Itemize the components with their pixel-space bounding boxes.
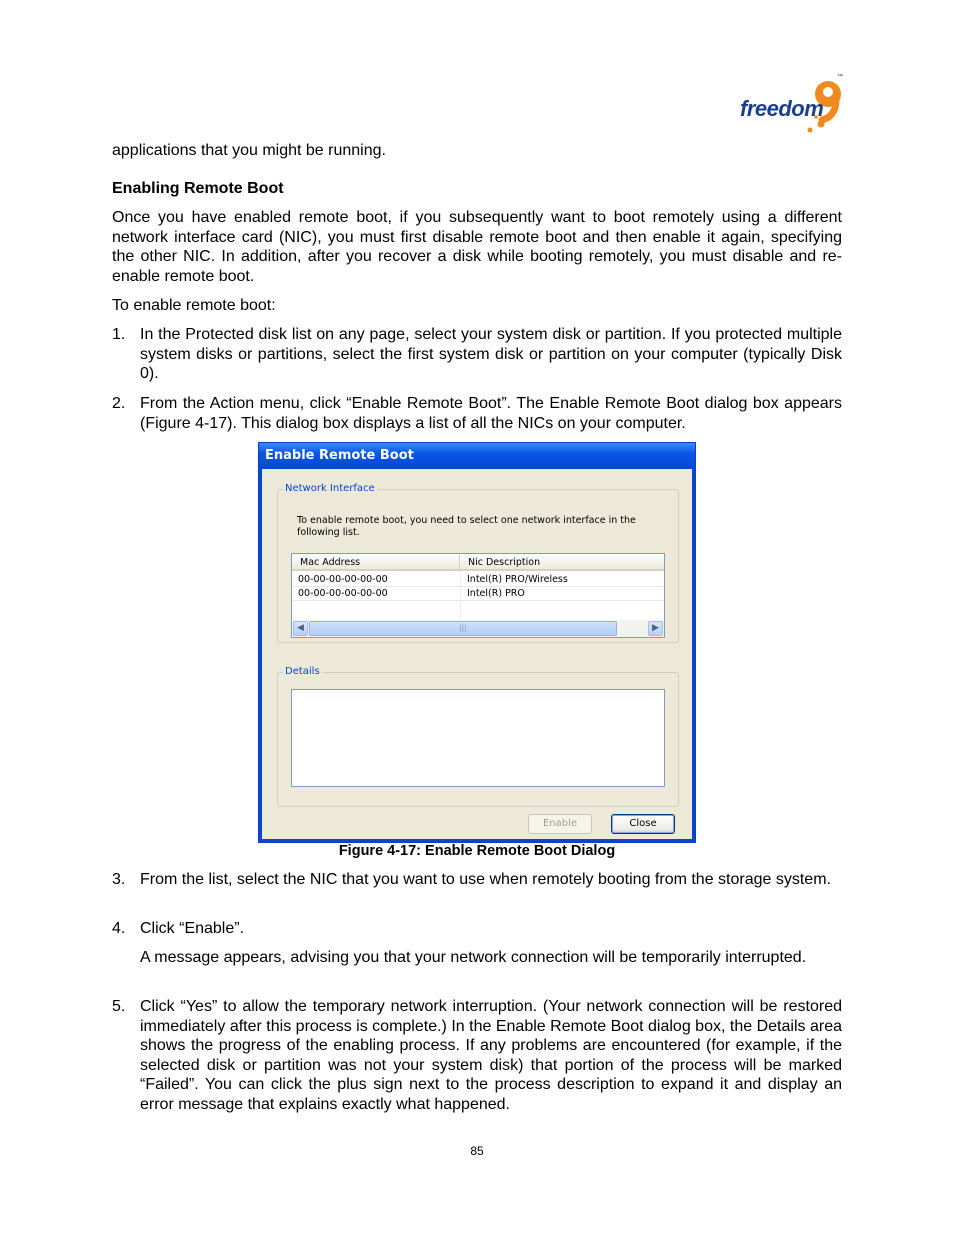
section-lead: To enable remote boot: <box>112 297 276 314</box>
figure-caption: Figure 4-17: Enable Remote Boot Dialog <box>338 843 616 859</box>
step-2-text: From the Action menu, click “Enable Remote Boot”. The Enable Remote Boot dialog box appears (Figure 4-17). This dialog box displays a list of all the NICs on your computer. <box>140 395 842 432</box>
step-4-text: Click “Enable”. <box>140 920 245 937</box>
step-3-text: From the list, select the NIC that you want to use when remotely booting from the storage system. <box>140 871 831 888</box>
column-header-description[interactable]: Nic Description <box>460 554 664 571</box>
dialog-body <box>262 469 692 839</box>
section-heading: Enabling Remote Boot <box>112 180 284 197</box>
row-divider <box>292 600 664 601</box>
details-label: Details <box>285 666 320 677</box>
row-2-description[interactable]: Intel(R) PRO <box>467 588 525 599</box>
row-1-description[interactable]: Intel(R) PRO/Wireless <box>467 574 568 585</box>
close-button[interactable]: Close <box>611 814 675 834</box>
logo-wordmark: freedom <box>740 96 824 121</box>
enable-remote-boot-dialog <box>258 442 696 843</box>
page-number: 85 <box>470 1144 484 1158</box>
step-5-number: 5. <box>112 998 126 1015</box>
step-5-text: Click “Yes” to allow the temporary network interruption. (Your network connection will be restored immediately after this process is complete.) In the Enable Remote Boot dialog box, the Details area shows the progress of the enabling process. If any problems are encountered (for example, if the selected disk or partition was not your system disk) that portion of the process will be marked “Failed”. You can click the plus sign next to the process description to expand it and display an error message that explains exactly what happened. <box>140 998 842 1113</box>
enable-button[interactable]: Enable <box>528 814 592 834</box>
horizontal-scrollbar[interactable] <box>292 620 664 637</box>
network-interface-label: Network Interface <box>285 483 375 494</box>
details-area[interactable] <box>291 689 665 787</box>
nic-list[interactable] <box>291 553 665 638</box>
row-1-mac[interactable]: 00-00-00-00-00-00 <box>298 574 388 585</box>
section-paragraph: Once you have enabled remote boot, if you subsequently want to boot remotely using a different network interface card (NIC), you must first disable remote boot and then enable it again, specifying the other NIC. In addition, after you recover a disk while booting remotely, you must disable and re-enable remote boot. <box>112 209 842 285</box>
step-1-number: 1. <box>112 326 126 343</box>
step-4-number: 4. <box>112 920 126 937</box>
scroll-thumb[interactable]: ||| <box>309 621 617 636</box>
step-1-text: In the Protected disk list on any page, select your system disk or partition. If you protected multiple system disks or partitions, select the first system disk or partition on your computer (typically Disk 0). <box>140 326 842 383</box>
step-4-note: A message appears, advising you that your network connection will be temporarily interrupted. <box>140 949 807 966</box>
logo-trademark: ™ <box>837 74 843 80</box>
scroll-right-icon[interactable]: ▶ <box>648 621 663 636</box>
dialog-title-bar[interactable]: Enable Remote Boot <box>259 443 695 469</box>
step-2-number: 2. <box>112 395 126 412</box>
column-divider <box>460 571 461 620</box>
column-header-mac[interactable]: Mac Address <box>292 554 460 571</box>
scroll-left-icon[interactable]: ◀ <box>293 621 308 636</box>
dialog-instructions: To enable remote boot, you need to select one network interface in the following list. <box>297 515 636 538</box>
step-3-number: 3. <box>112 871 126 888</box>
row-2-mac[interactable]: 00-00-00-00-00-00 <box>298 588 388 599</box>
freedom9-logo <box>738 72 848 134</box>
intro-line: applications that you might be running. <box>112 142 386 159</box>
